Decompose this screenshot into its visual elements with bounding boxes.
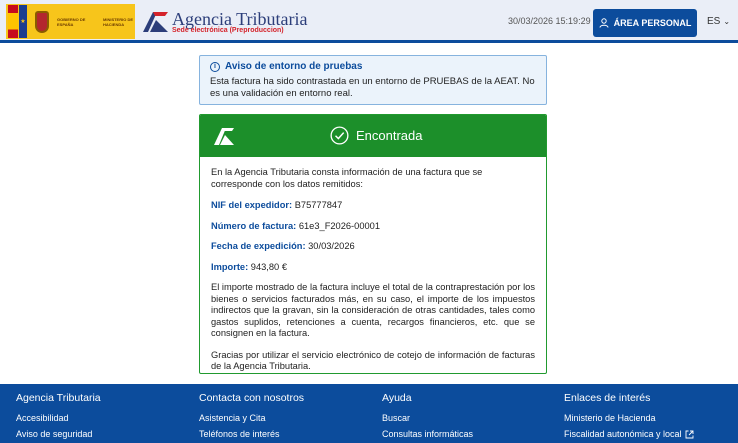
footer-link-accesibilidad[interactable]: Accesibilidad	[16, 413, 69, 423]
agency-subtitle: Sede electrónica (Preproduccion)	[172, 27, 284, 34]
footer-link-asistencia[interactable]: Asistencia y Cita	[199, 413, 266, 423]
result-header	[200, 115, 546, 157]
field-value: 943,80 €	[250, 261, 287, 272]
field-value: 61e3_F2026-00001	[298, 220, 381, 231]
footer-heading: Agencia Tributaria	[16, 392, 101, 404]
agency-title[interactable]: Agencia Tributaria	[172, 9, 308, 29]
session-datetime: 30/03/2026 15:19:29	[508, 16, 591, 26]
footer-column-agencia	[16, 392, 101, 443]
gov-logo-text-1: GOBIERNO DE ESPAÑA	[57, 16, 86, 27]
language-label: ES	[707, 16, 721, 27]
footer-heading: Ayuda	[382, 392, 412, 404]
result-body	[200, 157, 546, 373]
footer-link-fiscalidad[interactable]	[564, 429, 694, 439]
test-environment-notice	[199, 55, 547, 105]
coat-of-arms-icon	[35, 11, 49, 33]
notice-title-row	[210, 61, 536, 73]
footer-column-contacta	[199, 392, 304, 443]
field-invoice-number	[211, 221, 535, 233]
info-icon: i	[210, 62, 220, 72]
footer-link-buscar[interactable]: Buscar	[382, 413, 411, 423]
spain-flag-icon	[8, 5, 18, 38]
footer-link-label: Fiscalidad autonómica y local	[564, 429, 682, 439]
site-footer	[0, 384, 738, 443]
footer-column-enlaces	[564, 392, 694, 443]
footer-link-aviso-seguridad[interactable]: Aviso de seguridad	[16, 429, 93, 439]
footer-heading: Enlaces de interés	[564, 392, 651, 404]
notice-text: Esta factura ha sido contrastada en un entorno de PRUEBAS de la AEAT. No es una validación en entorno real.	[210, 76, 535, 99]
thanks-text: Gracias por utilizar el servicio electrónico de cotejo de información de facturas de la Agencia Tributaria.	[211, 349, 535, 371]
field-label: Número de factura:	[211, 220, 297, 231]
chevron-down-icon: ⌄	[723, 17, 731, 26]
gobierno-espana-logo[interactable]	[6, 4, 135, 39]
field-nif	[211, 200, 535, 212]
notice-title: Aviso de entorno de pruebas	[225, 61, 363, 72]
language-selector[interactable]	[707, 16, 730, 27]
field-label: Fecha de expedición:	[211, 241, 306, 251]
amount-disclaimer: El importe mostrado de la factura incluye el total de la contraprestación por los bienes o servicios facturados más, en su caso, el importe de los impuestos indirectos que la gravan, sin la consideración de otras cantidades, tales como gastos suplidos, retenciones a cuenta, recargos financieros, etc. que se consignen en la factura.	[211, 282, 535, 338]
eu-flag-icon: ★	[19, 5, 27, 38]
field-label: NIF del expedidor:	[211, 200, 293, 210]
footer-column-ayuda	[382, 392, 473, 443]
footer-link-consultas[interactable]: Consultas informáticas	[382, 429, 474, 439]
user-icon	[599, 18, 609, 28]
site-header	[0, 0, 738, 43]
result-status: Encontrada	[356, 128, 423, 143]
field-amount	[211, 262, 535, 274]
result-intro: En la Agencia Tributaria consta información de una factura que se corresponde con los datos remitidos:	[211, 167, 483, 189]
aeat-logo-icon[interactable]	[141, 10, 169, 34]
area-personal-button[interactable]	[593, 9, 697, 37]
invoice-result-card	[199, 114, 547, 374]
external-link-icon	[685, 430, 694, 439]
footer-link-ministerio[interactable]: Ministerio de Hacienda	[564, 413, 656, 423]
footer-link-telefonos[interactable]: Teléfonos de interés	[199, 429, 280, 439]
check-circle-icon	[330, 126, 349, 145]
footer-heading: Contacta con nosotros	[199, 392, 305, 404]
field-label: Importe:	[211, 261, 249, 272]
field-value: B75777847	[294, 200, 343, 210]
field-issue-date	[211, 241, 535, 253]
area-personal-label: ÁREA PERSONAL	[613, 18, 692, 28]
aeat-mark-icon	[213, 126, 235, 146]
field-value: 30/03/2026	[308, 241, 355, 251]
gov-logo-text-2: MINISTERIO DE HACIENDA	[103, 16, 134, 27]
